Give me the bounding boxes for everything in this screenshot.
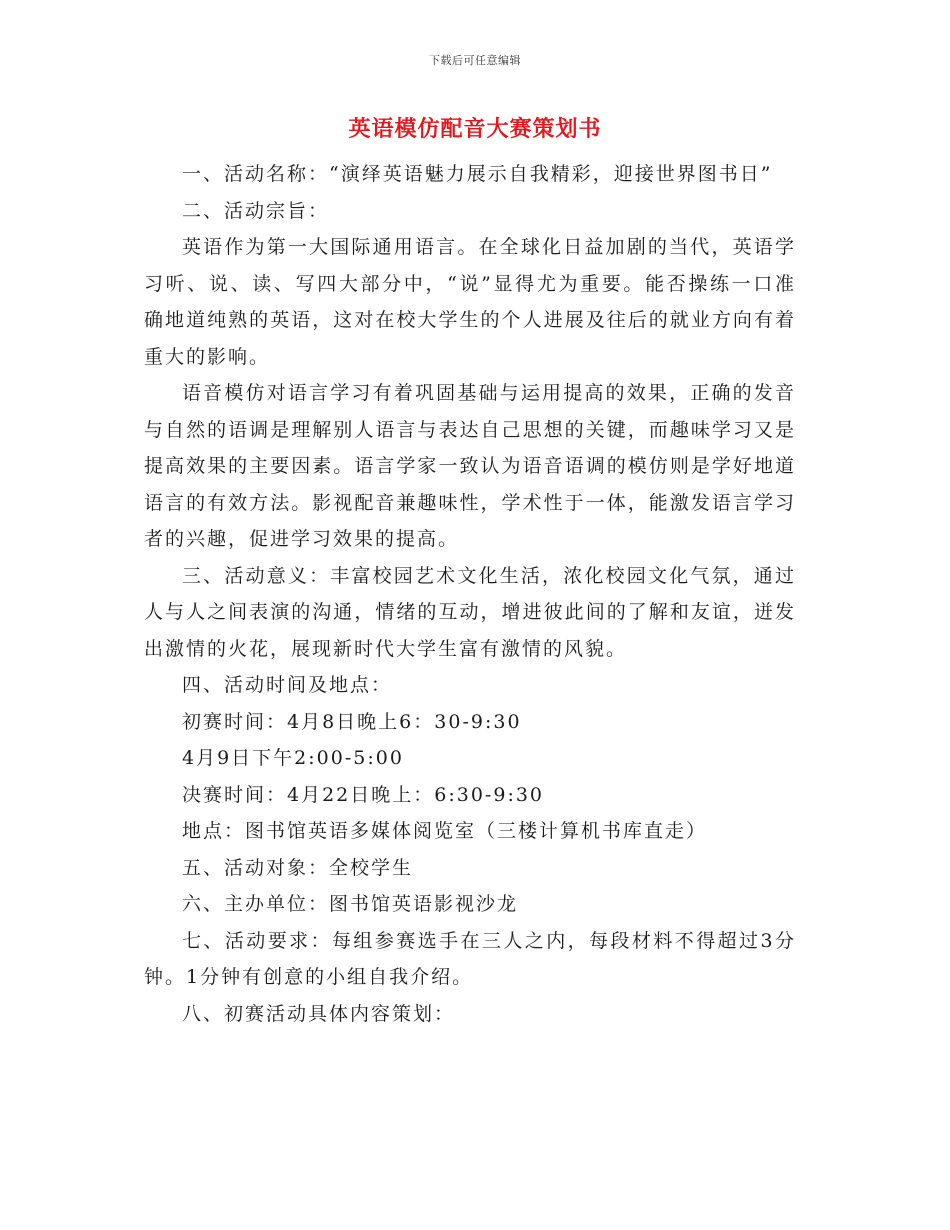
section-activity-name: 一、活动名称：“演绎英语魅力展示自我精彩，迎接世界图书日” <box>182 163 773 185</box>
document-body <box>144 156 796 1032</box>
preliminary-time: 初赛时间：4月8日晚上6：30-9:30 <box>182 710 522 733</box>
purpose-paragraph-1: 英语作为第一大国际通用语言。在全球化日益加剧的当代，英语学习听、说、读、写四大部分中，“说”显得尤为重要。能否操练一口准确地道纯熟的英语，这对在校大学生的个人进展及往后的就业方向有着重大的影响。 <box>144 236 796 368</box>
section-preliminary-plan-heading: 八、初赛活动具体内容策划： <box>182 1002 456 1025</box>
section-requirements: 七、活动要求：每组参赛选手在三人之内，每段材料不得超过3分钟。1分钟有创意的小组自我介绍。 <box>144 929 796 988</box>
section-organizer: 六、主办单位：图书馆英语影视沙龙 <box>182 893 519 915</box>
final-time: 决赛时间：4月22日晚上：6:30-9:30 <box>182 783 545 806</box>
section-time-location-heading: 四、活动时间及地点： <box>182 674 393 696</box>
document-title: 英语模仿配音大赛策划书 <box>348 116 602 142</box>
section-purpose-heading: 二、活动宗旨： <box>182 199 330 222</box>
section-participants: 五、活动对象：全校学生 <box>182 856 414 879</box>
preliminary-time-2: 4月9日下午2:00-5:00 <box>182 747 404 769</box>
location: 地点：图书馆英语多媒体阅览室（三楼计算机书库直走） <box>182 820 708 842</box>
page-header: 下载后可任意编辑 <box>429 54 521 67</box>
purpose-paragraph-2: 语音模仿对语言学习有着巩固基础与运用提高的效果，正确的发音与自然的语调是理解别人语言与表达自己思想的关键，而趣味学习又是提高效果的主要因素。语言学家一致认为语音语调的模仿则是学好地道语言的有效方法。影视配音兼趣味性，学术性于一体，能激发语言学习者的兴趣，促进学习效果的提高。 <box>144 382 796 550</box>
section-significance: 三、活动意义：丰富校园艺术文化生活，浓化校园文化气氛，通过人与人之间表演的沟通，情绪的互动，增进彼此间的了解和友谊，迸发出激情的火花，展现新时代大学生富有激情的风貌。 <box>144 564 796 660</box>
